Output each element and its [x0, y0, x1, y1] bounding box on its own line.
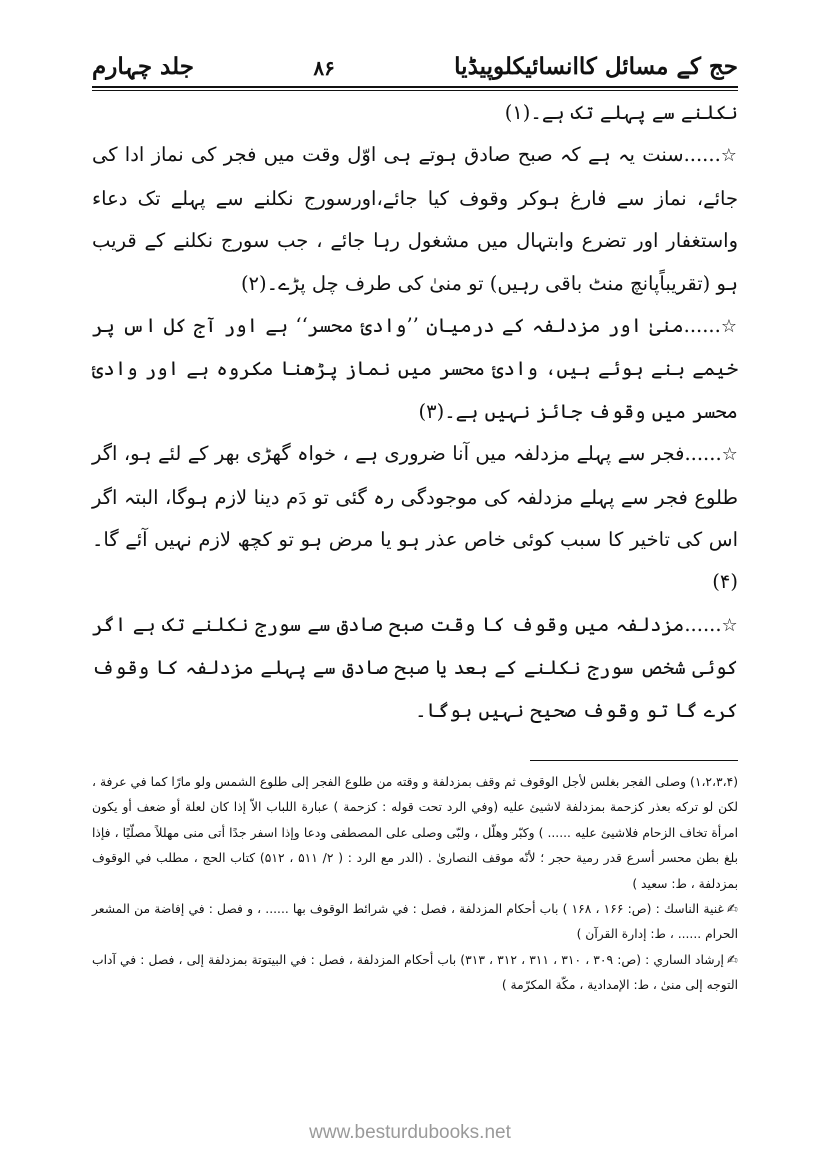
- star-icon: ☆: [721, 614, 739, 636]
- footnote-3: [92, 948, 738, 999]
- footnote-2-text: غنية الناسك : (ص: ۱۶۶ ، ۱۶۸ ) باب أحكام المزدلفة ، فصل : في شرائط الوقوف بها ...... ، و فصل : في إفاضة من المشعر الحرام ...... ، ط: إدارة القرآن ): [92, 902, 738, 942]
- paragraph-4: [92, 604, 738, 732]
- continuation-line: نکلنے سے پہلے تک ہے۔(۱): [504, 101, 738, 124]
- star-icon: ☆: [720, 316, 738, 338]
- paragraph-3-text: ......فجر سے پہلے مزدلفہ میں آنا ضروری ہے ، خواہ گھڑی بھر کے لئے ہو، اگر طلوع فجر سے پہلے مزدلفہ کی موجودگی رہ گئی تو دَم دینا لازم ہوگا، البتہ اگر اس کی تاخیر کا سبب کوئی خاص عذر ہو یا مرض ہو تو کچھ لازم نہیں آئے گا۔(۴): [92, 442, 738, 594]
- footnote-2: [92, 897, 738, 948]
- watermark: www.besturdubooks.net: [309, 1122, 511, 1143]
- footnotes: [92, 770, 738, 999]
- book-title: حج کے مسائل کاانسائیکلوپیڈیا: [454, 53, 738, 80]
- paragraph-4-text: ......مزدلفہ میں وقوف کا وقت صبح صادق سے سورج نکلنے تک ہے اگر کوئی شخص سورج نکلنے کے بعد یا صبح صادق سے پہلے مزدلفہ کا وقوف کرے گا تو وقوف صحیح نہیں ہوگا۔: [92, 612, 738, 722]
- pen-icon: ✍: [726, 952, 738, 968]
- page-number: ۸۶: [313, 56, 335, 80]
- footnote-3-text: إرشاد الساري : (ص: ۳۰۹ ، ۳۱۰ ، ۳۱۱ ، ۳۱۲ ، ۳۱۳) باب أحكام المزدلفة ، فصل : في البيتوتة بمزدلفة إلى ، فصل : في آداب التوجه إلى منىٰ ، ط: الإمدادية ، مكّة المكرّمة ): [92, 952, 738, 993]
- footnote-1: (۱،۲،۳،۴) وصلى الفجر بغلس لأجل الوقوف ثم وقف بمزدلفة و وقته من طلوع الفجر إلى طلوع الشمس ولو مارًا كما في عرفة ، لكن لو تركه بعذر كزحمة بمزدلفة لاشيئ عليه (وفي الرد تحت قوله : كزحمة ) عبارة اللباب الاّ إذا كان لعلة أو ضعف أو يكون امرأة تخاف الزحام فلاشيئ عليه ...... ) وكبّر وهلّل ، ولبّى وصلى على المصطفى ودعا وإذا اسفر جدًا أتى منى مهللاً مصلّيًا ، فإذا بلغ بطن محسر أسرع قدر رمية حجر ؛ لأنّه موقف النصارىٰ . (الدر مع الرد : ( ۲/ ۵۱۱ ، ۵۱۲) كتاب الحج ، مطلب في الوقوف بمزدلفة ، ط: سعيد ): [92, 775, 738, 891]
- star-icon: ☆: [720, 145, 738, 167]
- paragraph-2-text: ......منیٰ اور مزدلفہ کے درمیان ’’وادیٔ محسر‘‘ ہے اور آج کل اس پر خیمے بنے ہوئے ہیں، وادیٔ محسر میں نماز پڑھنا مکروہ ہے اور وادیٔ محسر میں وقوف جائز نہیں ہے۔(۳): [92, 314, 738, 423]
- pen-icon: ✍: [726, 902, 738, 918]
- paragraph-1: [92, 134, 738, 305]
- header-rule: [92, 86, 738, 91]
- paragraph-1-text: ......سنت یہ ہے کہ صبح صادق ہوتے ہی اوّل وقت میں فجر کی نماز ادا کی جائے، نماز سے فارغ ہوکر وقوف کیا جائے،اورسورج نکلنے سے پہلے تک دعاء واستغفار اور تضرع وابتہال میں مشغول رہا جائے ، جب سورج نکلنے کے قریب ہو (تقریباًپانچ منٹ باقی رہیں) تو منیٰ کی طرف چل پڑے۔(۲): [92, 143, 738, 295]
- page-header: [92, 44, 738, 80]
- volume-label: جلد چہارم: [92, 53, 194, 80]
- paragraph-2: [92, 305, 738, 433]
- star-icon: ☆: [721, 444, 738, 466]
- footnote-separator: [530, 760, 738, 761]
- main-text: [92, 92, 738, 732]
- paragraph-3: [92, 433, 738, 604]
